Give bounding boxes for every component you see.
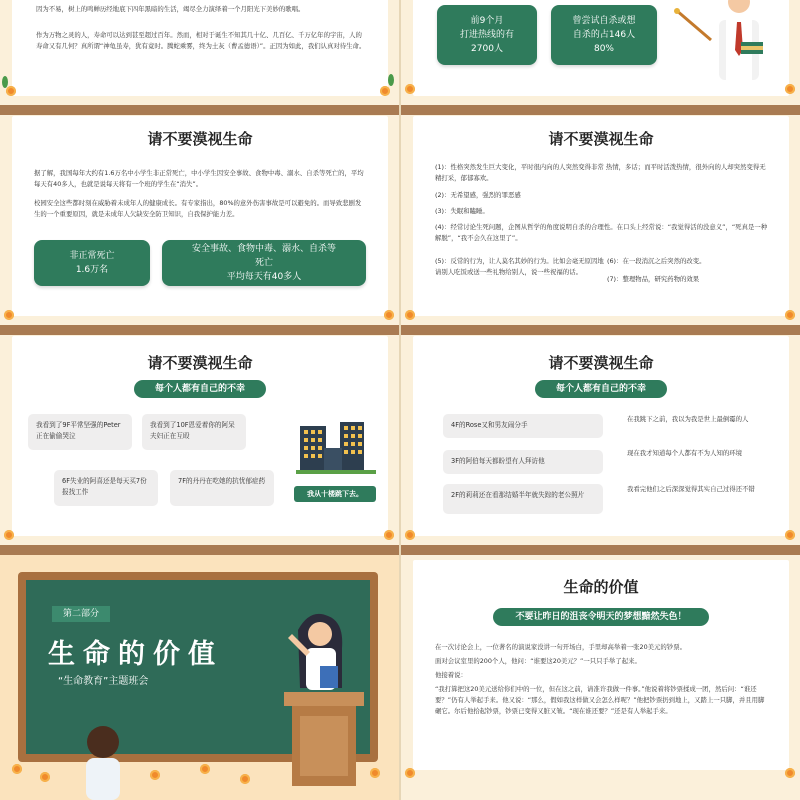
slide3-para1: 据了解，我国每年大约有1.6万名中小学生非正常死亡，中小学生因安全事故、食物中毒、溺水、自杀等死亡的，平均每天有40多人，也就是说每天将有一个班的学生在“消失”。 [34,169,364,188]
story-box-3f: 3F的阿伯每天都盼望有人拜访他 [443,450,603,474]
slide-top-bar [0,330,400,335]
slide-4[interactable] [401,110,800,330]
warning-item-2: (2)：无希望感，强烈的罪恶感 [435,191,521,199]
story-para-3: 他接着说： [435,671,467,679]
stat-line: 80% [593,44,614,54]
part-label: 第二部分 [52,606,110,622]
story-box-4f: 4F的Rose又和男友闹分手 [443,414,603,438]
flower-icon [4,310,14,320]
reflection-3: 我看完他们之后深深觉得其实自己过得还不错 [627,485,755,493]
flower-icon [12,764,22,774]
flower-icon [384,530,394,540]
warning-item-7: (7)：整理物品，研究药物的效果 [607,275,700,283]
slide-title: 生命的价值 [563,578,639,596]
slide-title: 请不要漠视生命 [548,130,654,148]
warning-item-3: (3)：失眠和瞌睡。 [435,207,489,215]
slide-top-bar [0,110,400,115]
slide-1[interactable] [0,0,400,110]
slide-3[interactable] [0,110,400,330]
section-subtitle: “生命教育”主题班会 [58,676,149,687]
warning-item-1: (1)：性格突然发生巨大变化，平时很内向的人突然变得非常 热情，多话；而平时活泼热情，很外向的人却突然变得无精打采，郁郁寡欢。 [435,163,766,182]
banner-pill: 不要让昨日的沮丧令明天的梦想黯然失色！ [493,608,709,626]
story-box-7f: 7F的丹丹在吃她的抗忧郁症药 [170,470,274,506]
slide-title: 请不要漠视生命 [147,354,253,372]
section-title: 生命的价值 [48,639,223,670]
slide-7[interactable] [0,550,400,800]
buildings-icon [296,422,376,476]
flower-icon [380,86,390,96]
stat-box-daily-death [162,240,366,286]
slide-top-bar [401,550,800,555]
reflection-1: 在我跳下之前，我以为我是世上最倒霉的人 [627,415,749,423]
slide-title: 请不要漠视生命 [147,130,253,148]
flower-icon [785,310,795,320]
leaf-icon [2,76,8,88]
flower-icon [200,764,210,774]
flower-icon [405,310,415,320]
warning-item-6: (6)：在一段消沉之后突然的改变。 [607,257,706,265]
teacher-illustration [270,608,380,788]
jump-tag: 我从十楼跳下去。 [294,486,376,502]
story-para-1: 在一次讨论会上，一位著名的演说家没讲一句开场白，手里却高举着一张20美元的钞票。 [435,643,686,651]
flower-icon [405,84,415,94]
slide1-para1: 因为不易，树上的鸣蝉历经地底下四年黑暗的生活，竭尽全力演绎着一个月阳光下美妙的歌唱。 [36,5,305,13]
flower-icon [4,530,14,540]
stat-line: 1.6万名 [75,265,109,275]
slide-top-bar [401,330,800,335]
slide-top-bar [0,550,400,555]
warning-item-4: (4)：经常讨论生死问题，企图从哲学的角度说明自杀的合理性。在口头上经常说：“我觉得活的没意义”，“死真是一种解脱”，“我不会久在这里了”。 [435,223,768,242]
teacher-illustration [671,0,781,80]
flower-icon [405,530,415,540]
slide-8[interactable] [401,550,800,800]
slide1-para2: 作为万物之灵的人，寿命可以达到甚至超过百年。然而，相对于诞生不知其几十亿、几百亿、千万亿年的宇宙，人的寿命又有几何？真所谓“神龟虽寿，犹有竟时。腾蛇乘雾，终为土灰（曹孟德语）”。正因为如此，我们认真对待生命。 [36,31,366,50]
stat-line: 安全事故、食物中毒、溺水、自杀等 [191,244,336,254]
slide-6[interactable] [401,330,800,550]
slide-2[interactable] [401,0,800,110]
slide-title: 请不要漠视生命 [548,354,654,372]
warning-item-5: (5)：反常的行为，让人莫名其妙的行为。比如会毫无原因地请别人吃饭或送一些礼物给别人，说一些祝福的话。 [435,257,604,276]
flower-icon [370,768,380,778]
story-box-6f: 6F失业的阿喜还是每天买7份报找工作 [54,470,158,506]
flower-icon [240,774,250,784]
flower-icon [384,310,394,320]
slide-5[interactable] [0,330,400,550]
stat-line: 非正常死亡 [69,251,115,261]
stat-box-hotline [437,5,537,65]
stat-line: 曾尝试自杀或想 [572,16,636,26]
column-separator [399,0,401,800]
stat-line: 打进热线的有 [459,30,514,40]
story-para-4: “我打算把这20美元送给你们中的一位，但在这之前，请准许我做一件事。”他说着将钞票揉成一团，然后问：“谁还要？”仍有人举起手来。他又说：“那么，假如我这样做又会怎么样呢？”他把钞票扔到地上，又踏上一只脚，并且用脚碾它。尔后他拾起钞票，钞票已变得又脏又皱。“现在谁还要？”还是有人举起手来。 [435,685,765,715]
stat-line: 死亡 [254,258,273,268]
stat-line: 前9个月 [470,16,504,26]
stat-line: 自杀的占146人 [572,30,636,40]
subtitle-pill: 每个人都有自己的不幸 [134,380,266,398]
flower-icon [405,768,415,778]
flower-icon [785,530,795,540]
stat-box-suicide [551,5,657,65]
flower-icon [785,768,795,778]
slide-top-bar [401,110,800,115]
leaf-icon [388,74,394,86]
student-illustration [78,720,128,800]
flower-icon [785,84,795,94]
story-box-2f: 2F的莉莉还在看那结婚半年就失踪的老公照片 [443,484,603,514]
slide3-para2: 校园安全这些都时刻在威胁着未成年人的健康成长。有专家指出，80%的意外伤害事故是可以避免的。而导致悲剧发生的一个重要原因，就是未成年人欠缺安全防卫知识，自我保护能力差。 [34,199,362,218]
stat-box-abnormal-death [34,240,150,286]
flower-icon [6,86,16,96]
stat-line: 2700人 [471,44,503,54]
reflection-2: 现在我才知道每个人都有不为人知的环境 [627,449,743,457]
story-box-9f: 我看到了9F平常坚强的Peter正在偷偷哭泣 [28,414,132,450]
story-para-2: 面对会议室里的200个人，他问：“谁要这20美元？”一只只手举了起来。 [435,657,641,665]
flower-icon [150,770,160,780]
stat-line: 平均每天有40多人 [226,272,302,282]
story-box-10f: 我看到了10F恩爱着你的阿呆夫妇正在互殴 [142,414,246,450]
subtitle-pill: 每个人都有自己的不幸 [535,380,667,398]
flower-icon [40,772,50,782]
